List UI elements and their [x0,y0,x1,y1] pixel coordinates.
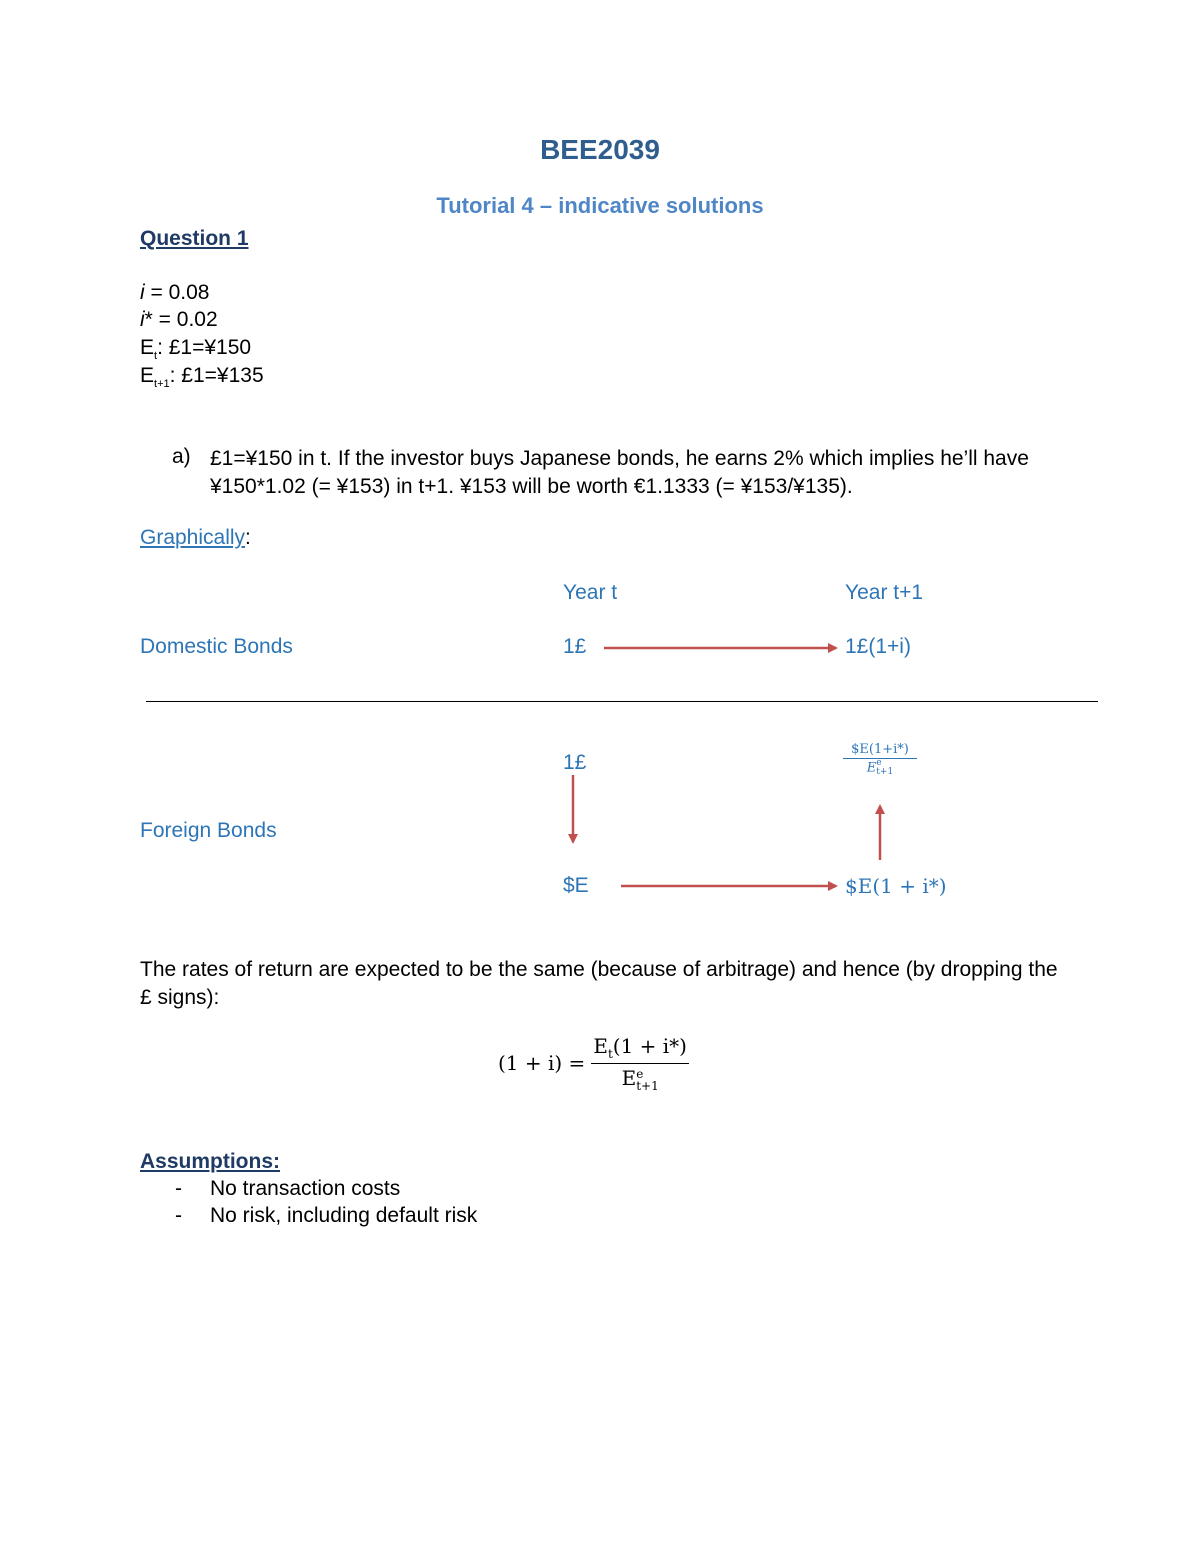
fraction-numerator: $E(1+i*) [843,742,917,759]
assumption-item: No risk, including default risk [210,1204,478,1227]
foreign-return-fraction [843,742,917,777]
graphically-colon: : [245,526,251,549]
foreign-end-value: $E(1 + i*) [845,874,947,898]
document-title: BEE2039 [540,134,660,165]
given-istar: i* = 0.02 [140,308,218,331]
document-subtitle: Tutorial 4 – indicative solutions [436,193,764,218]
foreign-exchange-value: $E [563,874,589,897]
graphically-label [140,526,251,550]
foreign-start-value: 1£ [563,751,587,774]
uip-formula [498,1034,689,1092]
formula-numerator: $E_t(1 + i*)$ [591,1034,689,1064]
bullet-dash-2: - [175,1204,182,1227]
year-t1-label: Year t+1 [845,581,924,604]
formula-lhs: (1 + i) = [498,1050,586,1075]
part-a-text: £1=¥150 in t. If the investor buys Japanese bonds, he earns 2% which implies he’ll have ¥150*1.02 (= ¥153) in t+1. ¥153 will be worth €1.1333 (= ¥153/¥135). [210,447,1029,498]
given-et: $E_t$: £1=¥150 [140,336,252,363]
domestic-end-value: 1£(1+i) [845,635,911,658]
foreign-bonds-label: Foreign Bonds [140,819,277,842]
given-i: i = 0.08 [140,281,210,304]
formula-fraction [591,1034,689,1092]
year-t-label: Year t [563,581,618,604]
given-et1: $E_{t+1}$: £1=¥135 [140,364,264,391]
conclusion-text: The rates of return are expected to be the same (because of arbitrage) and hence (by dropping the £ signs): [140,958,1058,1009]
question-heading: Question 1 [140,227,249,250]
domestic-start-value: 1£ [563,635,587,658]
bullet-dash-1: - [175,1177,182,1200]
part-a-label: a) [172,445,191,468]
graphically-text: Graphically [140,526,246,549]
assumption-item: No transaction costs [210,1177,401,1200]
domestic-bonds-label: Domestic Bonds [140,635,293,658]
fraction-denominator: E e t+1 [866,758,894,777]
assumptions-heading: Assumptions: [140,1150,281,1173]
formula-denominator: E e t+1 [621,1066,659,1093]
section-divider [146,701,1098,702]
